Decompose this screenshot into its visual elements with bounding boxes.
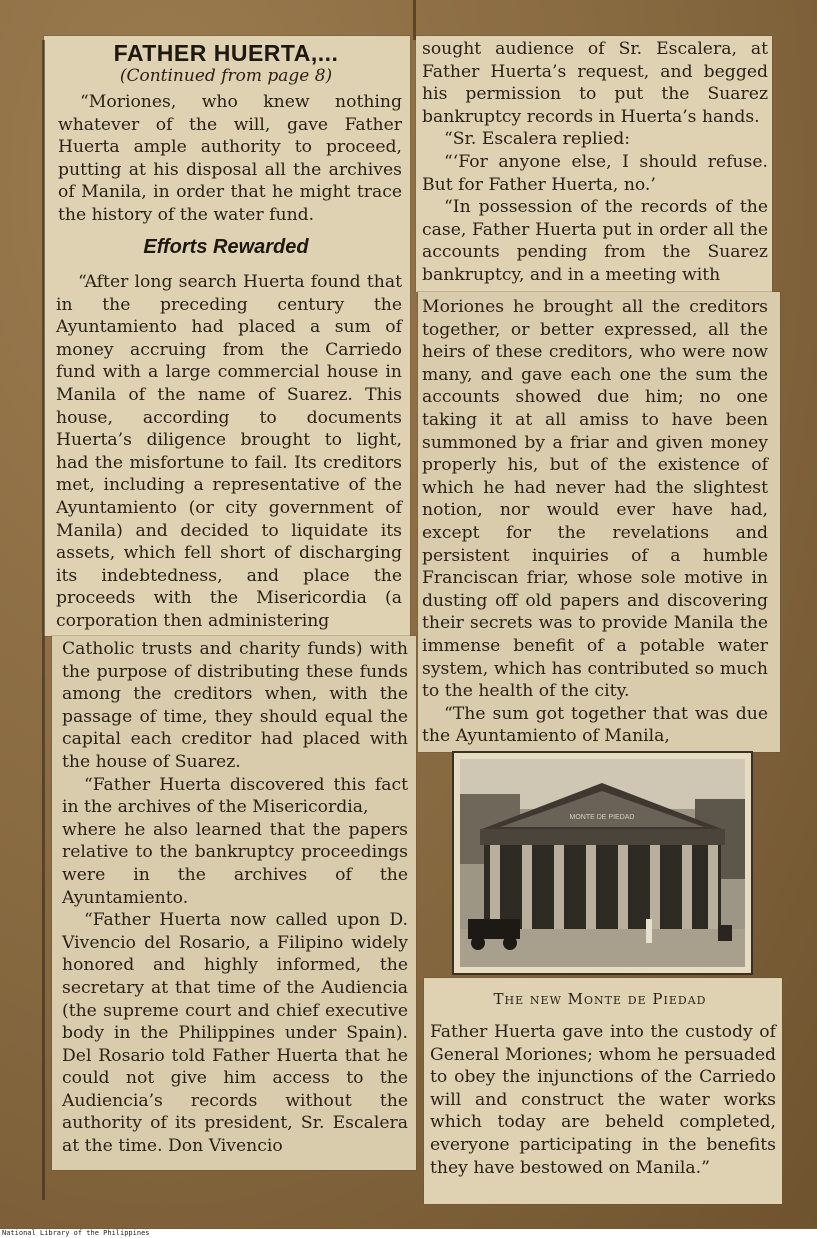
- library-credit: National Library of the Philippines: [0, 1229, 817, 1238]
- left-binding-edge: [42, 40, 45, 1200]
- paragraph: where he also learned that the papers relative to the bankruptcy proceedings were in the archives of the Ayuntamiento.: [62, 819, 408, 908]
- photo-caption: The new Monte de Piedad: [493, 990, 707, 1008]
- paragraph: “In possession of the records of the case, Father Huerta put in order all the accounts pending from the Suarez bankruptcy, and in a meeting with: [422, 197, 768, 285]
- center-gutter-line: [413, 0, 416, 40]
- left-body-top: [56, 271, 402, 633]
- monte-de-piedad-photo: [460, 759, 745, 967]
- paragraph: Catholic trusts and charity funds) with the purpose of distributing these funds among the creditors when, with the passage of time, they should equal the capital each creditor had placed with the house of Suarez.: [62, 639, 408, 772]
- article-subtitle: (Continued from page 8): [119, 66, 333, 86]
- right-body-top: [422, 38, 768, 287]
- intro-paragraph: “Moriones, who knew nothing whatever of the will, gave Father Huerta ample authority to proceed, putting at his disposal all the archives of Manila, in order that he might trace the history of the water fund.: [58, 92, 402, 225]
- building-photo-frame: [452, 751, 753, 975]
- right-body-middle: [422, 296, 768, 748]
- paragraph: Father Huerta gave into the custody of General Moriones; whom he persuaded to obey the injunctions of the Carriedo will and construct the water works which today are beheld completed, everyone participating in the benefits they have bestowed on Manila.”: [430, 1022, 776, 1178]
- paragraph: “The sum got together that was due the Ayuntamiento of Manila,: [422, 703, 768, 747]
- paragraph: “Father Huerta now called upon D. Vivencio del Rosario, a Filipino widely honored and highly informed, the secretary at that time of the Audiencia (the supreme court and chief executive body in the Philippines under Spain). Del Rosario told Father Huerta that he could not give him access to the Audiencia’s records without the authority of its president, Sr. Escalera at the time. Don Vivencio: [62, 910, 408, 1157]
- paragraph: “After long search Huerta found that in the preceding century the Ayuntamiento had placed a sum of money accruing from the Carriedo fund with a large commercial house in Manila of the name of Suarez. This house, according to documents Huerta’s diligence brought to light, had the misfortune to fail. Its creditors met, including a representative of the Ayuntamiento (or city government of Manila) and decided to liquidate its assets, which fell short of discharging its indebtedness, and place the proceeds with the Misericordia (a corporation then administering: [56, 272, 402, 631]
- paragraph: “Father Huerta discovered this fact in the archives of the Misericordia,: [62, 774, 408, 818]
- paragraph: sought audience of Sr. Escalera, at Father Huerta’s request, and begged his permission to put the Suarez bankruptcy records in Huerta’s hands.: [422, 39, 768, 127]
- paragraph: “Sr. Escalera replied:: [444, 129, 630, 150]
- paragraph: “‘For anyone else, I should refuse. But for Father Huerta, no.’: [422, 151, 768, 195]
- left-intro: [58, 91, 402, 227]
- building-sign: MONTE DE PIEDAD: [569, 814, 635, 821]
- right-body-bottom: [430, 1021, 776, 1179]
- paragraph: Moriones he brought all the creditors together, or better expressed, all the heirs of these creditors, who were now many, and gave each one the sum the accounts showed due him; no one taking it at all amiss to have been summoned by a friar and given money properly his, but of the existence of which he had never had the slightest notion, nor would ever have had, except for the revelations and persistent inquiries of a humble Franciscan friar, whose sole motive in dusting off old papers and discovering their secrets was to provide Manila the immense benefit of a potable water system, which has contributed so much to the health of the city.: [422, 297, 768, 702]
- section-subheading: Efforts Rewarded: [143, 236, 309, 258]
- article-title: FATHER HUERTA,...: [113, 40, 339, 66]
- left-body-bottom: [62, 638, 408, 1158]
